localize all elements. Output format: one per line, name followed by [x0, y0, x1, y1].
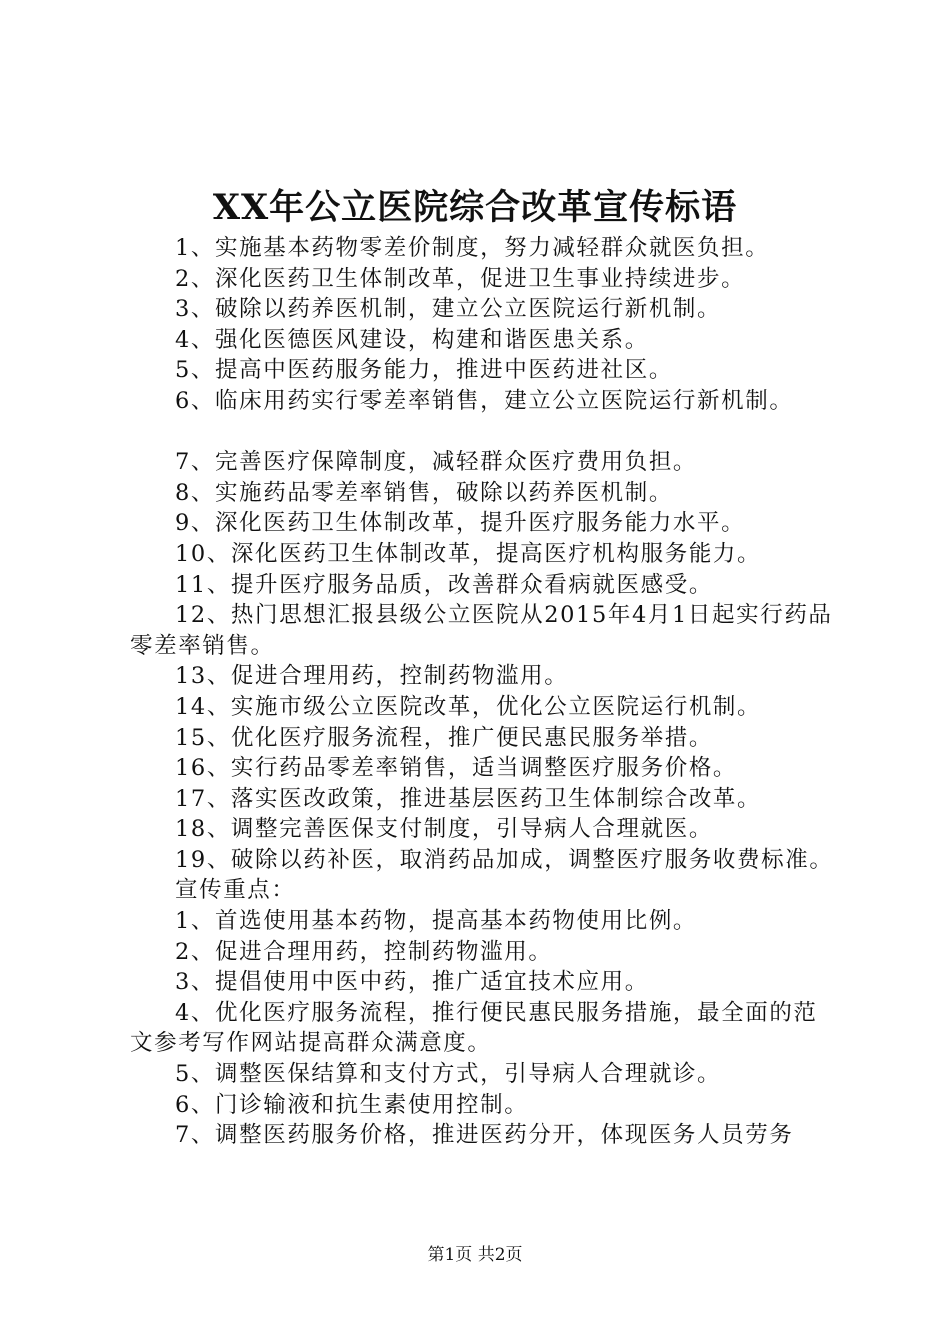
paragraph: 2、促进合理用药，控制药物滥用。 [175, 938, 553, 965]
paragraph: 8、实施药品零差率销售，破除以药养医机制。 [175, 479, 673, 506]
paragraph: 17、落实医改政策，推进基层医药卫生体制综合改革。 [175, 785, 762, 812]
page-footer: 第1页 共2页 [427, 1245, 523, 1265]
paragraph: 7、调整医药服务价格，推进医药分开，体现医务人员劳务 [175, 1122, 794, 1149]
paragraph: 15、优化医疗服务流程，推广便民惠民服务举措。 [175, 724, 713, 751]
paragraph: 12、热门思想汇报县级公立医院从2015年4月1日起实行药品零差率销售。 [130, 602, 833, 659]
document-title: XX年公立医院综合改革宣传标语 [212, 187, 738, 228]
paragraph: 2、深化医药卫生体制改革，促进卫生事业持续进步。 [175, 265, 746, 292]
paragraph: 11、提升医疗服务品质，改善群众看病就医感受。 [175, 571, 713, 598]
paragraph: 9、深化医药卫生体制改革，提升医疗服务能力水平。 [175, 510, 746, 537]
paragraph: 7、完善医疗保障制度，减轻群众医疗费用负担。 [175, 449, 698, 476]
paragraph: 14、实施市级公立医院改革，优化公立医院运行机制。 [175, 693, 762, 720]
paragraph: 3、提倡使用中医中药，推广适宜技术应用。 [175, 969, 649, 996]
blank-line [130, 417, 840, 448]
paragraph: 1、首选使用基本药物，提高基本药物使用比例。 [175, 908, 698, 935]
paragraph: 18、调整完善医保支付制度，引导病人合理就医。 [175, 816, 713, 843]
paragraph: 1、实施基本药物零差价制度，努力减轻群众就医负担。 [175, 235, 770, 261]
paragraph: 6、门诊输液和抗生素使用控制。 [175, 1091, 529, 1118]
paragraph: 5、调整医保结算和支付方式，引导病人合理就诊。 [175, 1061, 722, 1088]
paragraph: 10、深化医药卫生体制改革，提高医疗机构服务能力。 [175, 540, 762, 567]
paragraph: 5、提高中医药服务能力，推进中医药进社区。 [175, 357, 673, 384]
paragraph: 19、破除以药补医，取消药品加成，调整医疗服务收费标准。 [175, 846, 834, 873]
section-heading: 宣传重点： [175, 877, 296, 904]
paragraph: 4、强化医德医风建设，构建和谐医患关系。 [175, 326, 649, 353]
paragraph: 13、促进合理用药，控制药物滥用。 [175, 663, 569, 690]
document-body [130, 233, 840, 1151]
paragraph: 3、破除以药养医机制，建立公立医院运行新机制。 [175, 296, 722, 323]
paragraph: 6、临床用药实行零差率销售，建立公立医院运行新机制。 [175, 387, 794, 414]
paragraph: 4、优化医疗服务流程，推行便民惠民服务措施，最全面的范文参考写作网站提高群众满意度。 [130, 999, 818, 1057]
paragraph: 16、实行药品零差率销售，适当调整医疗服务价格。 [175, 755, 738, 782]
